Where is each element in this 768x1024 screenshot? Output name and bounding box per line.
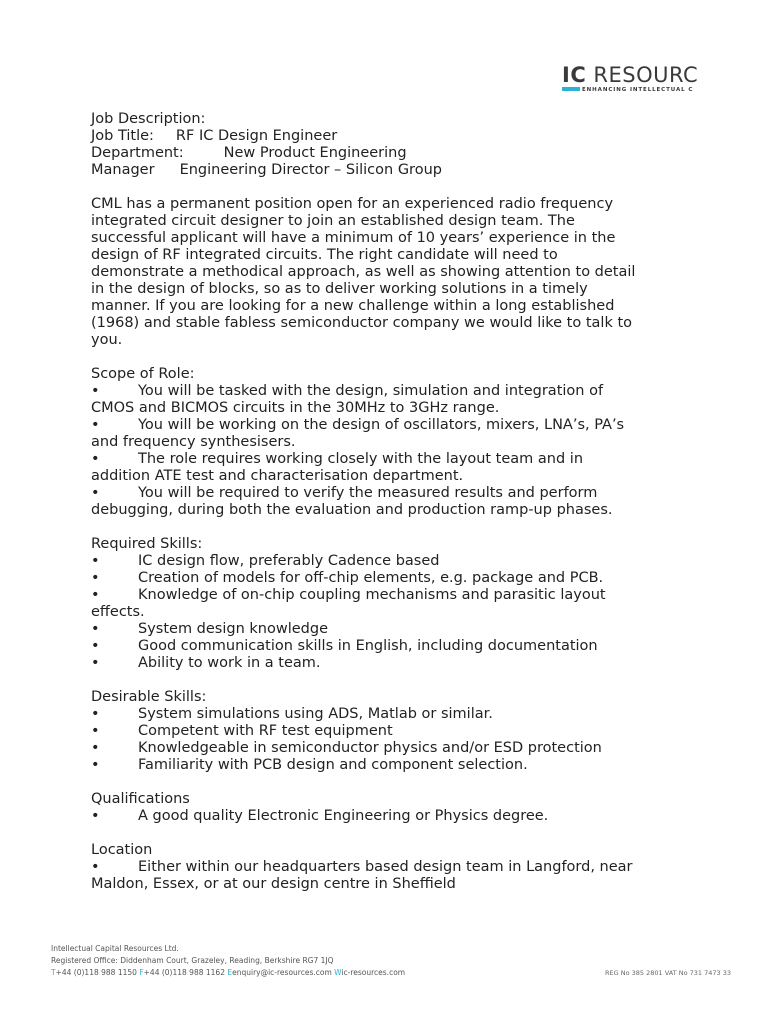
footer-fax: +44 (0)118 988 1162 bbox=[143, 968, 225, 977]
required-skill-item-continuation: effects. bbox=[91, 604, 145, 620]
intro-line: successful applicant will have a minimum of 10 years’ experience in the bbox=[91, 230, 616, 246]
job-title-row bbox=[91, 128, 691, 145]
bullet-icon: • bbox=[91, 638, 100, 654]
qualification-item-text: A good quality Electronic Engineering or Physics degree. bbox=[138, 808, 549, 824]
required-skill-item-line bbox=[91, 570, 691, 587]
logo-wordmark bbox=[562, 64, 768, 86]
scope-item-text: You will be tasked with the design, simulation and integration of bbox=[138, 383, 604, 399]
scope-heading: Scope of Role: bbox=[91, 366, 195, 382]
required-skill-item bbox=[91, 621, 691, 638]
bullet-icon: • bbox=[91, 485, 100, 501]
intro-line: demonstrate a methodical approach, as well as showing attention to detail bbox=[91, 264, 636, 280]
required-skill-item-line bbox=[91, 587, 691, 604]
required-list bbox=[91, 553, 691, 672]
scope-item-line bbox=[91, 383, 691, 400]
desirable-skill-item bbox=[91, 706, 691, 723]
required-skill-item bbox=[91, 587, 691, 621]
scope-item-text: You will be required to verify the measured results and perform bbox=[138, 485, 598, 501]
footer-phone: +44 (0)118 988 1150 bbox=[55, 968, 137, 977]
required-skill-item bbox=[91, 570, 691, 587]
intro-line: integrated circuit designer to join an established design team. The bbox=[91, 213, 575, 229]
intro-line: you. bbox=[91, 332, 123, 348]
web-label: W bbox=[334, 968, 342, 977]
intro-line: CML has a permanent position open for an experienced radio frequency bbox=[91, 196, 614, 212]
job-title-label: Job Title: bbox=[91, 128, 154, 144]
logo-ic: IC bbox=[562, 64, 587, 87]
intro-paragraph bbox=[91, 196, 691, 349]
intro-line: in the design of blocks, so as to deliver working solutions in a timely bbox=[91, 281, 588, 297]
required-skill-item bbox=[91, 638, 691, 655]
company-logo bbox=[562, 64, 768, 93]
required-skill-item-line bbox=[91, 553, 691, 570]
qualification-item-line bbox=[91, 808, 691, 825]
manager-label: Manager bbox=[91, 162, 155, 178]
required-skill-item-text: Ability to work in a team. bbox=[138, 655, 321, 671]
location-item-continuation: Maldon, Essex, or at our design centre in Sheffield bbox=[91, 876, 456, 892]
desirable-skill-item-line bbox=[91, 723, 691, 740]
qualification-item bbox=[91, 808, 691, 825]
footer-registration: REG No 385 2801 VAT No 731 7473 33 bbox=[605, 969, 731, 977]
required-skill-item bbox=[91, 553, 691, 570]
job-title-value: RF IC Design Engineer bbox=[175, 128, 338, 144]
scope-item-text: You will be working on the design of oscillators, mixers, LNA’s, PA’s bbox=[138, 417, 625, 433]
desirable-heading: Desirable Skills: bbox=[91, 689, 207, 705]
scope-item-continuation: CMOS and BICMOS circuits in the 30MHz to 3GHz range. bbox=[91, 400, 500, 416]
bullet-icon: • bbox=[91, 757, 100, 773]
bullet-icon: • bbox=[91, 706, 100, 722]
department-row bbox=[91, 145, 691, 162]
desirable-skill-item-text: Competent with RF test equipment bbox=[138, 723, 393, 739]
bullet-icon: • bbox=[91, 723, 100, 739]
scope-item bbox=[91, 485, 691, 519]
department-label: Department: bbox=[91, 145, 184, 161]
desirable-skill-item-text: System simulations using ADS, Matlab or similar. bbox=[138, 706, 493, 722]
bullet-icon: • bbox=[91, 553, 100, 569]
scope-item-continuation: and frequency synthesisers. bbox=[91, 434, 296, 450]
logo-accent-bar bbox=[562, 87, 580, 91]
scope-item-continuation: addition ATE test and characterisation department. bbox=[91, 468, 464, 484]
intro-line: design of RF integrated circuits. The right candidate will need to bbox=[91, 247, 558, 263]
location-item bbox=[91, 859, 691, 893]
bullet-icon: • bbox=[91, 808, 100, 824]
scope-item-line bbox=[91, 485, 691, 502]
email-label: E bbox=[227, 968, 233, 977]
scope-item bbox=[91, 451, 691, 485]
desirable-list bbox=[91, 706, 691, 774]
required-skill-item-line bbox=[91, 655, 691, 672]
required-skill-item-line bbox=[91, 621, 691, 638]
required-heading: Required Skills: bbox=[91, 536, 203, 552]
bullet-icon: • bbox=[91, 417, 100, 433]
desirable-skill-item-line bbox=[91, 706, 691, 723]
required-skill-item-text: Good communication skills in English, including documentation bbox=[138, 638, 598, 654]
location-heading: Location bbox=[91, 842, 153, 858]
bullet-icon: • bbox=[91, 621, 100, 637]
location-list bbox=[91, 859, 691, 893]
footer-web[interactable]: ic-resources.com bbox=[341, 968, 406, 977]
desirable-skill-item bbox=[91, 723, 691, 740]
location-item-line bbox=[91, 859, 691, 876]
desirable-skill-item-line bbox=[91, 740, 691, 757]
required-skill-item bbox=[91, 655, 691, 672]
logo-resources: RESOURC bbox=[593, 64, 699, 87]
scope-list bbox=[91, 383, 691, 519]
bullet-icon: • bbox=[91, 655, 100, 671]
department-value: New Product Engineering bbox=[223, 145, 407, 161]
bullet-icon: • bbox=[91, 859, 100, 875]
qualifications-list bbox=[91, 808, 691, 825]
scope-item-line bbox=[91, 451, 691, 468]
required-skill-item-text: IC design flow, preferably Cadence based bbox=[138, 553, 440, 569]
scope-item-continuation: debugging, during both the evaluation and production ramp-up phases. bbox=[91, 502, 613, 518]
scope-item-line bbox=[91, 417, 691, 434]
desirable-skill-item-text: Knowledgeable in semiconductor physics and/or ESD protection bbox=[138, 740, 602, 756]
intro-line: manner. If you are looking for a new challenge within a long established bbox=[91, 298, 615, 314]
location-item-text: Either within our headquarters based design team in Langford, near bbox=[138, 859, 633, 875]
fax-label: F bbox=[139, 968, 144, 977]
footer-address: Registered Office: Diddenham Court, Grazeley, Reading, Berkshire RG7 1JQ bbox=[51, 956, 334, 965]
manager-row bbox=[91, 162, 691, 179]
desirable-skill-item bbox=[91, 757, 691, 774]
page-footer bbox=[51, 943, 731, 979]
scope-item bbox=[91, 383, 691, 417]
required-skill-item-line bbox=[91, 638, 691, 655]
scope-item-text: The role requires working closely with the layout team and in bbox=[138, 451, 584, 467]
desirable-skill-item bbox=[91, 740, 691, 757]
bullet-icon: • bbox=[91, 587, 100, 603]
bullet-icon: • bbox=[91, 451, 100, 467]
required-skill-item-text: Knowledge of on-chip coupling mechanisms and parasitic layout bbox=[138, 587, 606, 603]
qualifications-heading: Qualifications bbox=[91, 791, 190, 807]
bullet-icon: • bbox=[91, 570, 100, 586]
desirable-skill-item-text: Familiarity with PCB design and component selection. bbox=[138, 757, 528, 773]
desirable-skill-item-line bbox=[91, 757, 691, 774]
scope-item bbox=[91, 417, 691, 451]
manager-value: Engineering Director – Silicon Group bbox=[179, 162, 442, 178]
doc-title: Job Description: bbox=[91, 111, 206, 127]
footer-company: Intellectual Capital Resources Ltd. bbox=[51, 944, 179, 953]
phone-label: T bbox=[51, 968, 56, 977]
required-skill-item-text: System design knowledge bbox=[138, 621, 328, 637]
bullet-icon: • bbox=[91, 740, 100, 756]
intro-line: (1968) and stable fabless semiconductor company we would like to talk to bbox=[91, 315, 633, 331]
bullet-icon: • bbox=[91, 383, 100, 399]
document-body bbox=[91, 111, 691, 893]
required-skill-item-text: Creation of models for off-chip elements, e.g. package and PCB. bbox=[138, 570, 604, 586]
logo-tagline: ENHANCING INTELLECTUAL C bbox=[582, 87, 694, 93]
footer-email[interactable]: enquiry@ic-resources.com bbox=[232, 968, 332, 977]
